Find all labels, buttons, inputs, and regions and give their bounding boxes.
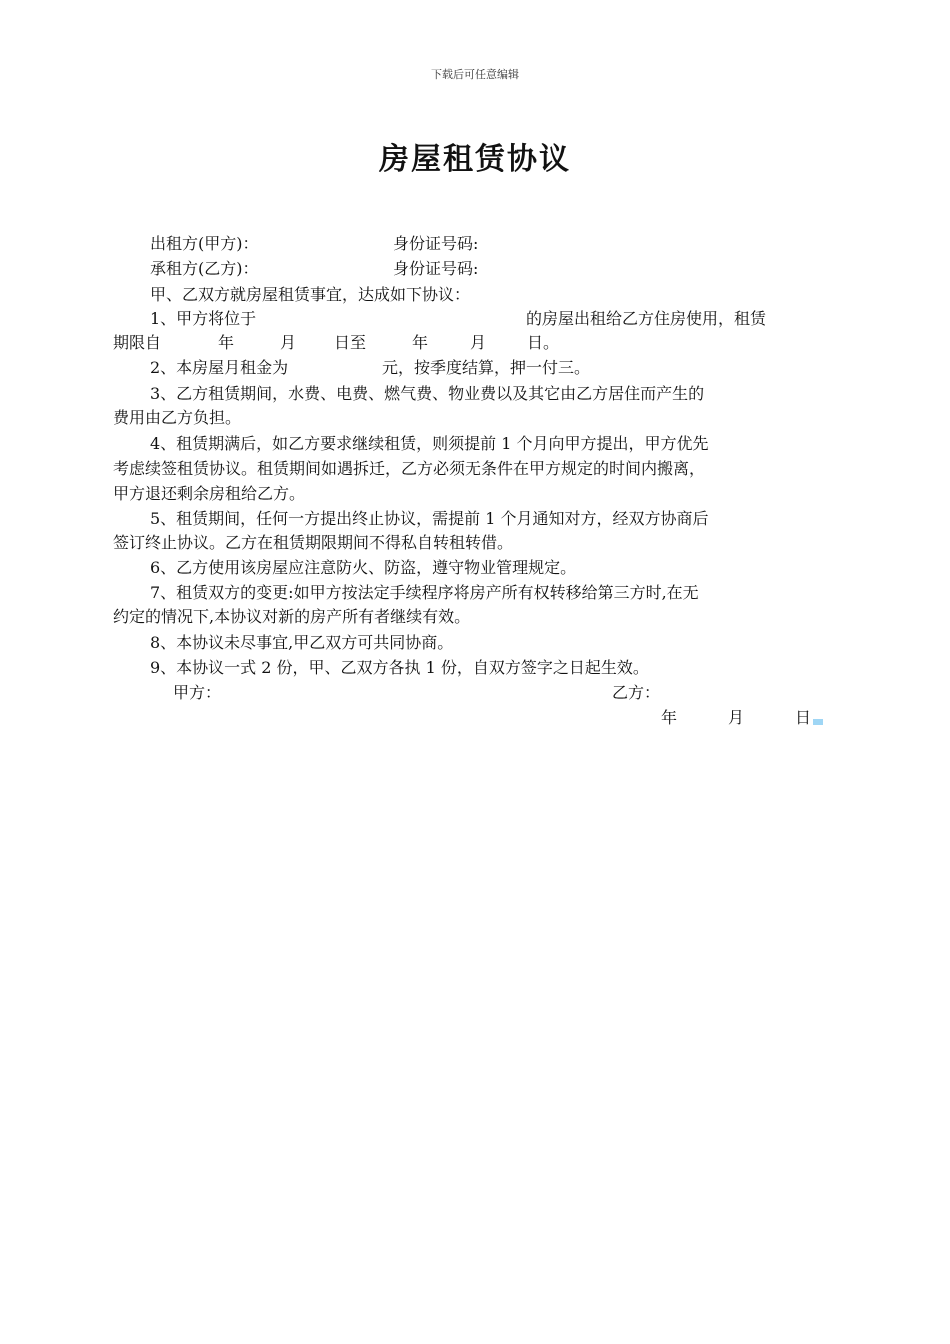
header-note: 下载后可任意编辑 [431, 68, 519, 81]
clause-1-end: 的房屋出租给乙方住房使用，租赁 [526, 309, 767, 328]
date-day-wrap [795, 705, 823, 728]
date-day: 日 [795, 708, 812, 727]
clause-9: 9、本协议一式 2 份，甲、乙双方各执 1 份，自双方签字之日起生效。 [150, 658, 649, 677]
clause-1-term-label: 期限自 [113, 333, 162, 352]
clause-1-start: 1、甲方将位于 [150, 309, 257, 328]
clause-8: 8、本协议未尽事宜,甲乙双方可共同协商。 [150, 633, 454, 652]
clause-7-line: 7、租赁双方的变更:如甲方按法定手续程序将房产所有权转移给第三方时,在无 [150, 583, 699, 602]
text-cursor-highlight [813, 719, 823, 725]
clause-5-line: 签订终止协议。乙方在租赁期限期间不得私自转租转借。 [113, 533, 514, 552]
date-year: 年 [661, 708, 678, 727]
clause-7-line: 约定的情况下,本协议对新的房产所有者继续有效。 [113, 607, 471, 626]
intro-text: 甲、乙双方就房屋租赁事宜，达成如下协议： [150, 285, 471, 304]
party-b-id-label: 身份证号码: [393, 259, 479, 278]
clause-6: 6、乙方使用该房屋应注意防火、防盗，遵守物业管理规定。 [150, 558, 577, 577]
document-title: 房屋租赁协议 [379, 142, 571, 177]
party-a-id-label: 身份证号码: [393, 234, 479, 253]
party-b-label: 承租方(乙方)： [150, 259, 259, 278]
clause-4-line: 4、租赁期满后，如乙方要求继续租赁，则须提前 1 个月向甲方提出，甲方优先 [150, 434, 709, 453]
clause-2-end: 元，按季度结算，押一付三。 [382, 358, 591, 377]
clause-1-year-2: 年 [412, 333, 429, 352]
party-a-label: 出租方(甲方)： [150, 234, 259, 253]
signature-party-a: 甲方： [173, 683, 222, 702]
clause-1-day-2: 日。 [527, 333, 560, 352]
clause-1-month-2: 月 [470, 333, 487, 352]
signature-party-b: 乙方： [612, 683, 661, 702]
clause-2-start: 2、本房屋月租金为 [150, 358, 289, 377]
clause-1-year-1: 年 [218, 333, 235, 352]
clause-3-line: 费用由乙方负担。 [113, 408, 242, 427]
date-month: 月 [728, 708, 745, 727]
clause-1-month-1: 月 [280, 333, 297, 352]
clause-4-line: 甲方退还剩余房租给乙方。 [113, 484, 306, 503]
clause-3-line: 3、乙方租赁期间，水费、电费、燃气费、物业费以及其它由乙方居住而产生的 [150, 384, 705, 403]
clause-4-line: 考虑续签租赁协议。租赁期间如遇拆迁，乙方必须无条件在甲方规定的时间内搬离， [113, 459, 706, 478]
clause-1-day-to: 日至 [334, 333, 367, 352]
clause-5-line: 5、租赁期间，任何一方提出终止协议，需提前 1 个月通知对方，经双方协商后 [150, 509, 709, 528]
